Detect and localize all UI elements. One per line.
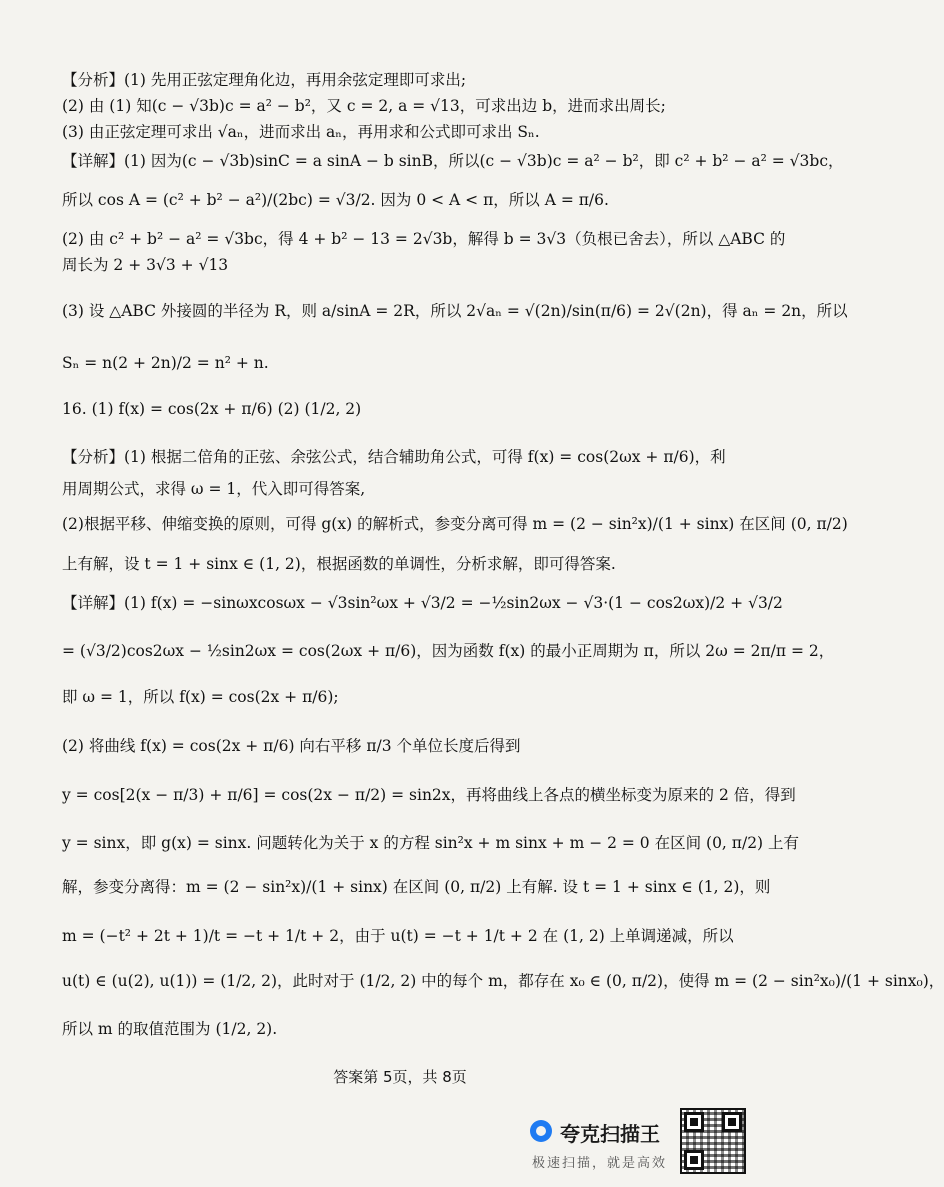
scanner-watermark [530, 1114, 680, 1170]
q16-analysis-line-2: 用周期公式，求得 ω = 1，代入即可得答案, [62, 480, 366, 498]
q16-detail-line-3: 即 ω = 1，所以 f(x) = cos(2x + π/6); [62, 688, 339, 706]
q16-detail-line-9: u(t) ∈ (u(2), u(1)) = (1/2, 2)，此时对于 (1/2, 2) 中的每个 m，都存在 x₀ ∈ (0, π/2)，使得 m = (2 − sin²x₀)/(1 + sinx₀)， [62, 972, 944, 990]
brand-name: 夸克扫描王 [560, 1122, 660, 1146]
q16-detail-line-4: (2) 将曲线 f(x) = cos(2x + π/6) 向右平移 π/3 个单位长度后得到 [62, 737, 521, 755]
qr-finder-pattern [722, 1112, 742, 1132]
quark-logo-icon [530, 1120, 552, 1142]
q16-detail-line-8: m = (−t² + 2t + 1)/t = −t + 1/t + 2，由于 u(t) = −t + 1/t + 2 在 (1, 2) 上单调递减，所以 [62, 927, 734, 945]
analysis-line-3: (3) 由正弦定理可求出 √aₙ，进而求出 aₙ，再用求和公式即可求出 Sₙ. [62, 123, 540, 141]
q16-analysis-line-4: 上有解，设 t = 1 + sinx ∈ (1, 2)，根据函数的单调性，分析求解，即可得答案. [62, 555, 616, 573]
analysis-line-1: 【分析】(1) 先用正弦定理角化边，再用余弦定理即可求出; [62, 71, 467, 89]
q16-detail-line-7: 解，参变分离得：m = (2 − sin²x)/(1 + sinx) 在区间 (0, π/2) 上有解. 设 t = 1 + sinx ∈ (1, 2)，则 [62, 878, 771, 896]
detail-line-4: (3) 设 △ABC 外接圆的半径为 R，则 a/sinA = 2R，所以 2√aₙ = √(2n)/sin(π/6) = 2√(2n)，得 aₙ = 2n，所以 [62, 302, 848, 320]
page-footer: 答案第 5页，共 8页 [333, 1068, 467, 1086]
qr-finder-pattern [684, 1112, 704, 1132]
qr-finder-pattern [684, 1150, 704, 1170]
q16-detail-line-6: y = sinx，即 g(x) = sinx. 问题转化为关于 x 的方程 sin²x + m sinx + m − 2 = 0 在区间 (0, π/2) 上有 [62, 834, 800, 852]
analysis-line-2: (2) 由 (1) 知(c − √3b)c = a² − b²，又 c = 2, a = √13，可求出边 b，进而求出周长; [62, 97, 666, 115]
q16-conclusion-line: 所以 m 的取值范围为 (1/2, 2). [62, 1020, 278, 1038]
qr-code-icon [680, 1108, 746, 1174]
q16-detail-line-1: 【详解】(1) f(x) = −sinωxcosωx − √3sin²ωx + √3/2 = −½sin2ωx − √3·(1 − cos2ωx)/2 + √3/2 [62, 594, 783, 612]
q16-analysis-line-3: (2)根据平移、伸缩变换的原则，可得 g(x) 的解析式，参变分离可得 m = (2 − sin²x)/(1 + sinx) 在区间 (0, π/2) [62, 515, 848, 533]
q16-detail-line-2: = (√3/2)cos2ωx − ½sin2ωx = cos(2ωx + π/6)，因为函数 f(x) 的最小正周期为 π，所以 2ω = 2π/π = 2， [62, 642, 835, 660]
detail-line-1: 【详解】(1) 因为(c − √3b)sinC = a sinA − b sinB，所以(c − √3b)c = a² − b²，即 c² + b² − a² = √3bc， [62, 152, 844, 170]
sum-formula-line: Sₙ = n(2 + 2n)/2 = n² + n. [62, 354, 269, 372]
q16-answer-line: 16. (1) f(x) = cos(2x + π/6) (2) (1/2, 2) [62, 400, 362, 418]
q16-detail-line-5: y = cos[2(x − π/3) + π/6] = cos(2x − π/2) = sin2x，再将曲线上各点的横坐标变为原来的 2 倍，得到 [62, 786, 796, 804]
detail-line-3: (2) 由 c² + b² − a² = √3bc，得 4 + b² − 13 = 2√3b，解得 b = 3√3（负根已舍去），所以 △ABC 的 [62, 230, 786, 248]
brand-slogan: 极速扫描，就是高效 [532, 1156, 668, 1171]
perimeter-line: 周长为 2 + 3√3 + √13 [62, 256, 229, 274]
detail-line-2: 所以 cos A = (c² + b² − a²)/(2bc) = √3/2. 因为 0 < A < π，所以 A = π/6. [62, 191, 609, 209]
q16-analysis-line-1: 【分析】(1) 根据二倍角的正弦、余弦公式，结合辅助角公式，可得 f(x) = cos(2ωx + π/6)，利 [62, 448, 726, 466]
